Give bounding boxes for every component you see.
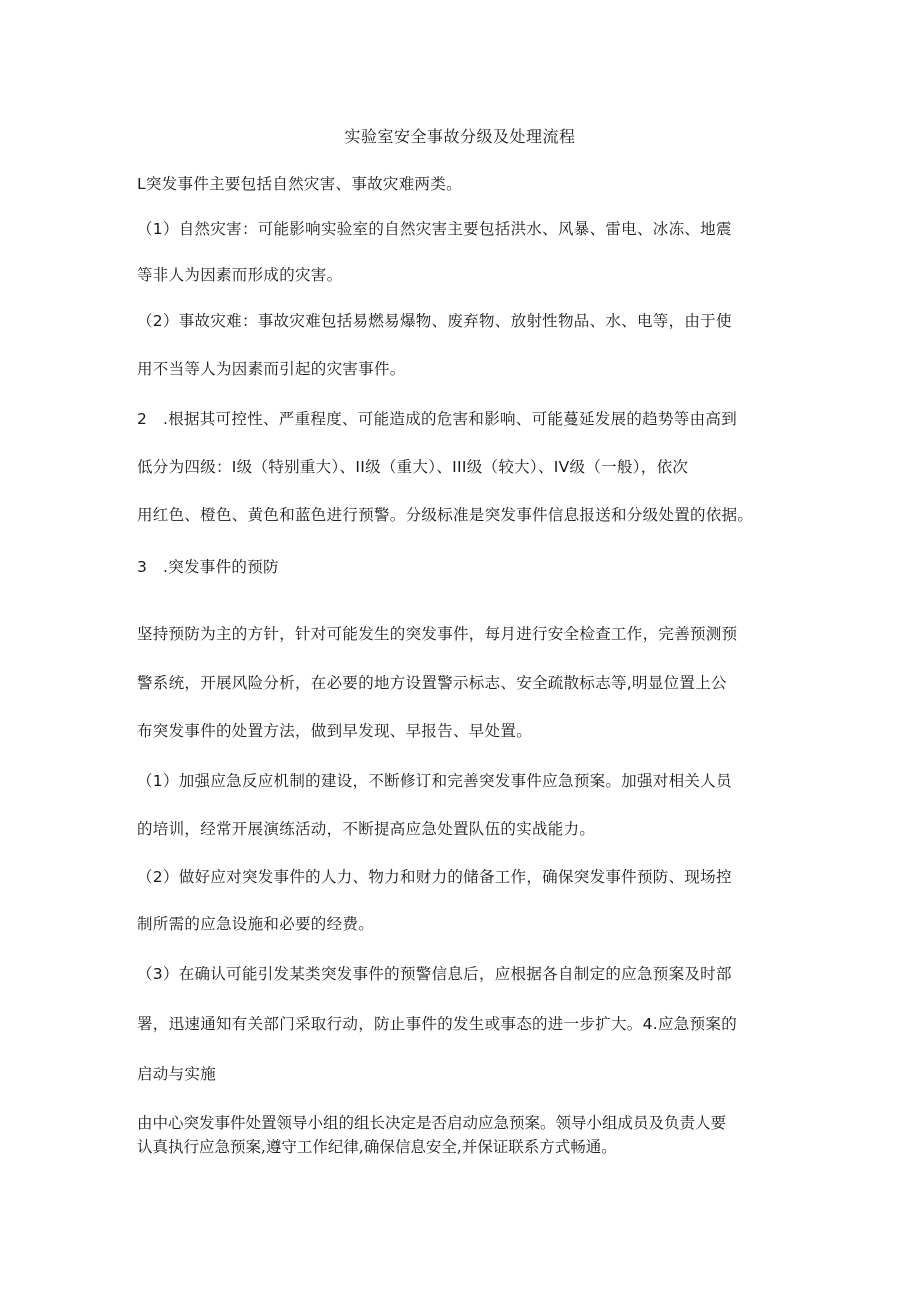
text-line-prevention-policy: 坚持预防为主的方针，针对可能发生的突发事件，每月进行安全检查工作，完善预测预: [137, 625, 738, 643]
text-line-mechanism-cont: 的培训，经常开展演练活动，不断提高应急处置队伍的实战能力。: [137, 820, 596, 838]
closing-paragraph-line: 由中心突发事件处置领导小组的组长决定是否启动应急预案。领导小组成员及负责人要: [137, 1114, 727, 1132]
text-line-natural-disaster-cont: 等非人为因素而形成的灾害。: [137, 266, 343, 284]
text-line-reserves: （2）做好应对突发事件的人力、物力和财力的储备工作，确保突发事件预防、现场控: [137, 868, 732, 886]
text-line-prevention-heading: 3 .突发事件的预防: [137, 558, 279, 576]
text-line-incident-types: L突发事件主要包括自然灾害、事故灾难两类。: [137, 175, 462, 193]
text-line-warning-cont: 署，迅速通知有关部门采取行动，防止事件的发生或事态的进一步扩大。4.应急预案的: [137, 1015, 737, 1033]
text-line-mechanism: （1）加强应急反应机制的建设，不断修订和完善突发事件应急预案。加强对相关人员: [137, 772, 732, 790]
text-line-classification: 2 .根据其可控性、严重程度、可能造成的危害和影响、可能蔓延发展的趋势等由高到: [137, 410, 737, 428]
text-line-reserves-cont: 制所需的应急设施和必要的经费。: [137, 915, 375, 933]
text-line-natural-disaster: （1）自然灾害：可能影响实验室的自然灾害主要包括洪水、风暴、雷电、冰冻、地震: [137, 220, 732, 238]
document-title: 实验室安全事故分级及处理流程: [344, 127, 576, 146]
text-line-classification-levels: 低分为四级：I级（特别重大）、II级（重大）、III级（较大）、IV级（一般），依次: [137, 458, 689, 476]
text-line-prevention-policy-cont: 警系统，开展风险分析，在必要的地方设置警示标志、安全疏散标志等,明显位置上公: [137, 674, 727, 692]
text-line-warning: （3）在确认可能引发某类突发事件的预警信息后，应根据各自制定的应急预案及时部: [137, 965, 732, 983]
closing-paragraph-line: 认真执行应急预案,遵守工作纪律,确保信息安全,并保证联系方式畅通。: [137, 1138, 617, 1156]
text-line-accident-disaster-cont: 用不当等人为因素而引起的灾害事件。: [137, 360, 406, 378]
text-line-activation-heading: 启动与实施: [137, 1065, 217, 1083]
closing-paragraph: [137, 1111, 787, 1159]
text-line-prevention-policy-end: 布突发事件的处置方法，做到早发现、早报告、早处置。: [137, 722, 533, 740]
text-line-classification-colors: 用红色、橙色、黄色和蓝色进行预警。分级标准是突发事件信息报送和分级处置的依据。: [137, 506, 754, 524]
text-line-accident-disaster: （2）事故灾难：事故灾难包括易燃易爆物、废弃物、放射性物品、水、电等，由于使: [137, 312, 732, 330]
